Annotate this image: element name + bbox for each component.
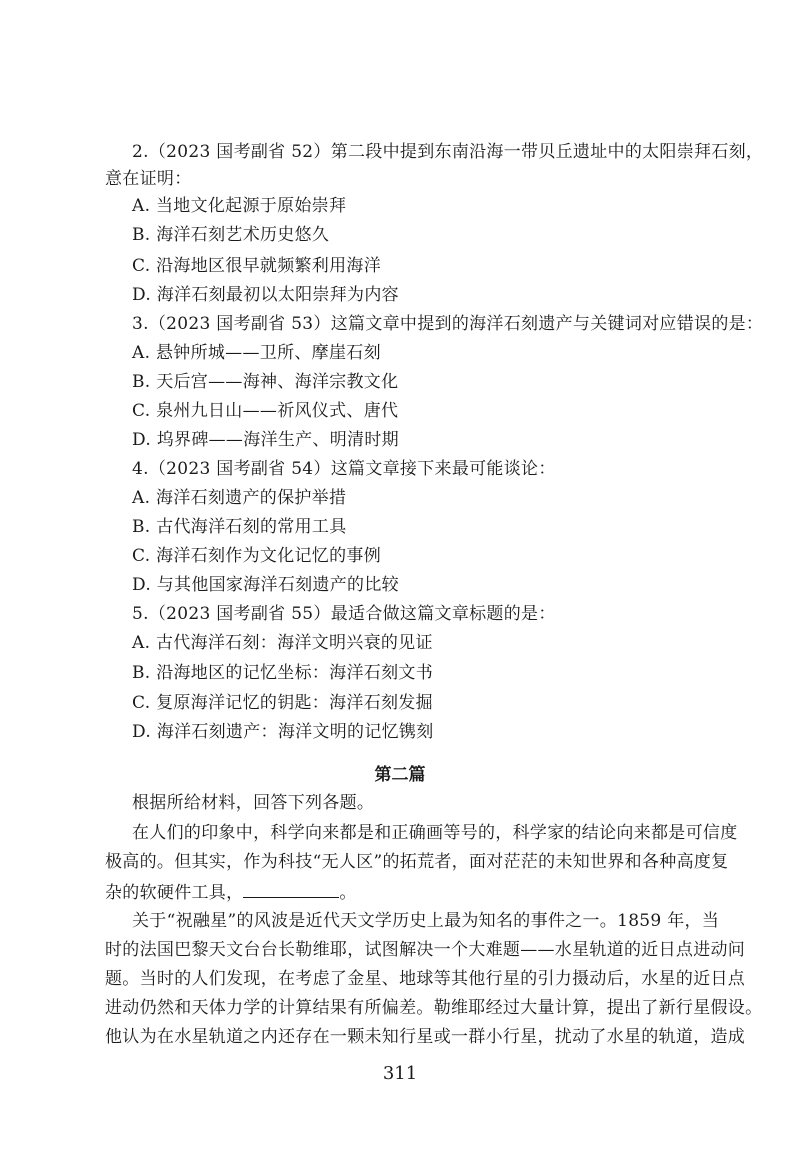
question-5-option-b: B. 沿海地区的记忆坐标：海洋石刻文书	[132, 663, 433, 683]
paragraph-2-line-3: 题。当时的人们发现，在考虑了金星、地球等其他行星的引力摄动后，水星的近日点	[105, 969, 746, 989]
question-3-option-d: D. 坞界碑——海洋生产、明清时期	[132, 430, 399, 450]
paragraph-1-line-3-text: 杂的软硬件工具，	[105, 883, 244, 903]
question-2-stem-line2: 意在证明：	[105, 169, 192, 189]
page-number: 311	[382, 1063, 418, 1084]
section-instruction: 根据所给材料，回答下列各题。	[132, 793, 375, 813]
question-3-option-c: C. 泉州九日山——祈风仪式、唐代	[132, 401, 399, 421]
question-3-stem: 3.（2023 国考副省 53）这篇文章中提到的海洋石刻遗产与关键词对应错误的是：	[132, 314, 764, 334]
question-2-option-b: B. 海洋石刻艺术历史悠久	[132, 225, 330, 245]
question-3-option-b: B. 天后宫——海神、海洋宗教文化	[132, 372, 399, 392]
question-3-option-a: A. 悬钟所城——卫所、摩崖石刻	[132, 343, 381, 363]
question-4-stem: 4.（2023 国考副省 54）这篇文章接下来最可能谈论：	[132, 459, 556, 479]
question-4-option-c: C. 海洋石刻作为文化记忆的事例	[132, 546, 382, 566]
question-5-stem: 5.（2023 国考副省 55）最适合做这篇文章标题的是：	[132, 604, 556, 624]
question-4-option-a: A. 海洋石刻遗产的保护举措	[132, 488, 347, 508]
question-2-stem-line1: 2.（2023 国考副省 52）第二段中提到东南沿海一带贝丘遗址中的太阳崇拜石刻，	[132, 142, 764, 162]
section-title: 第二篇	[374, 765, 426, 785]
question-4-option-d: D. 与其他国家海洋石刻遗产的比较	[132, 575, 399, 595]
question-2-option-d: D. 海洋石刻最初以太阳崇拜为内容	[132, 285, 399, 305]
question-5-option-a: A. 古代海洋石刻：海洋文明兴衰的见证	[132, 633, 433, 653]
paragraph-2-line-2: 时的法国巴黎天文台台长勒维耶，试图解决一个大难题——水星轨道的近日点进动问	[105, 940, 746, 960]
paragraph-1-line-3	[105, 881, 357, 904]
paragraph-2-line-5: 他认为在水星轨道之内还存在一颗未知行星或一群小行星，扰动了水星的轨道，造成	[105, 1027, 746, 1047]
question-4-option-b: B. 古代海洋石刻的常用工具	[132, 517, 347, 537]
paragraph-1-line-2: 极高的。但其实，作为科技“无人区”的拓荒者，面对茫茫的未知世界和各种高度复	[105, 852, 729, 872]
question-5-option-d: D. 海洋石刻遗产：海洋文明的记忆镌刻	[132, 722, 434, 742]
question-2-option-a: A. 当地文化起源于原始崇拜	[132, 196, 347, 216]
paragraph-2-line-1: 关于“祝融星”的风波是近代天文学历史上最为知名的事件之一。1859 年，当	[132, 911, 720, 931]
paragraph-1-line-3-end: 。	[339, 883, 357, 903]
fill-in-blank	[243, 881, 339, 898]
paragraph-1-line-1: 在人们的印象中，科学向来都是和正确画等号的，科学家的结论向来都是可信度	[132, 823, 738, 843]
question-5-option-c: C. 复原海洋记忆的钥匙：海洋石刻发掘	[132, 693, 433, 713]
paragraph-2-line-4: 进动仍然和天体力学的计算结果有所偏差。勒维耶经过大量计算，提出了新行星假设。	[105, 998, 763, 1018]
question-2-option-c: C. 沿海地区很早就频繁利用海洋	[132, 256, 382, 276]
